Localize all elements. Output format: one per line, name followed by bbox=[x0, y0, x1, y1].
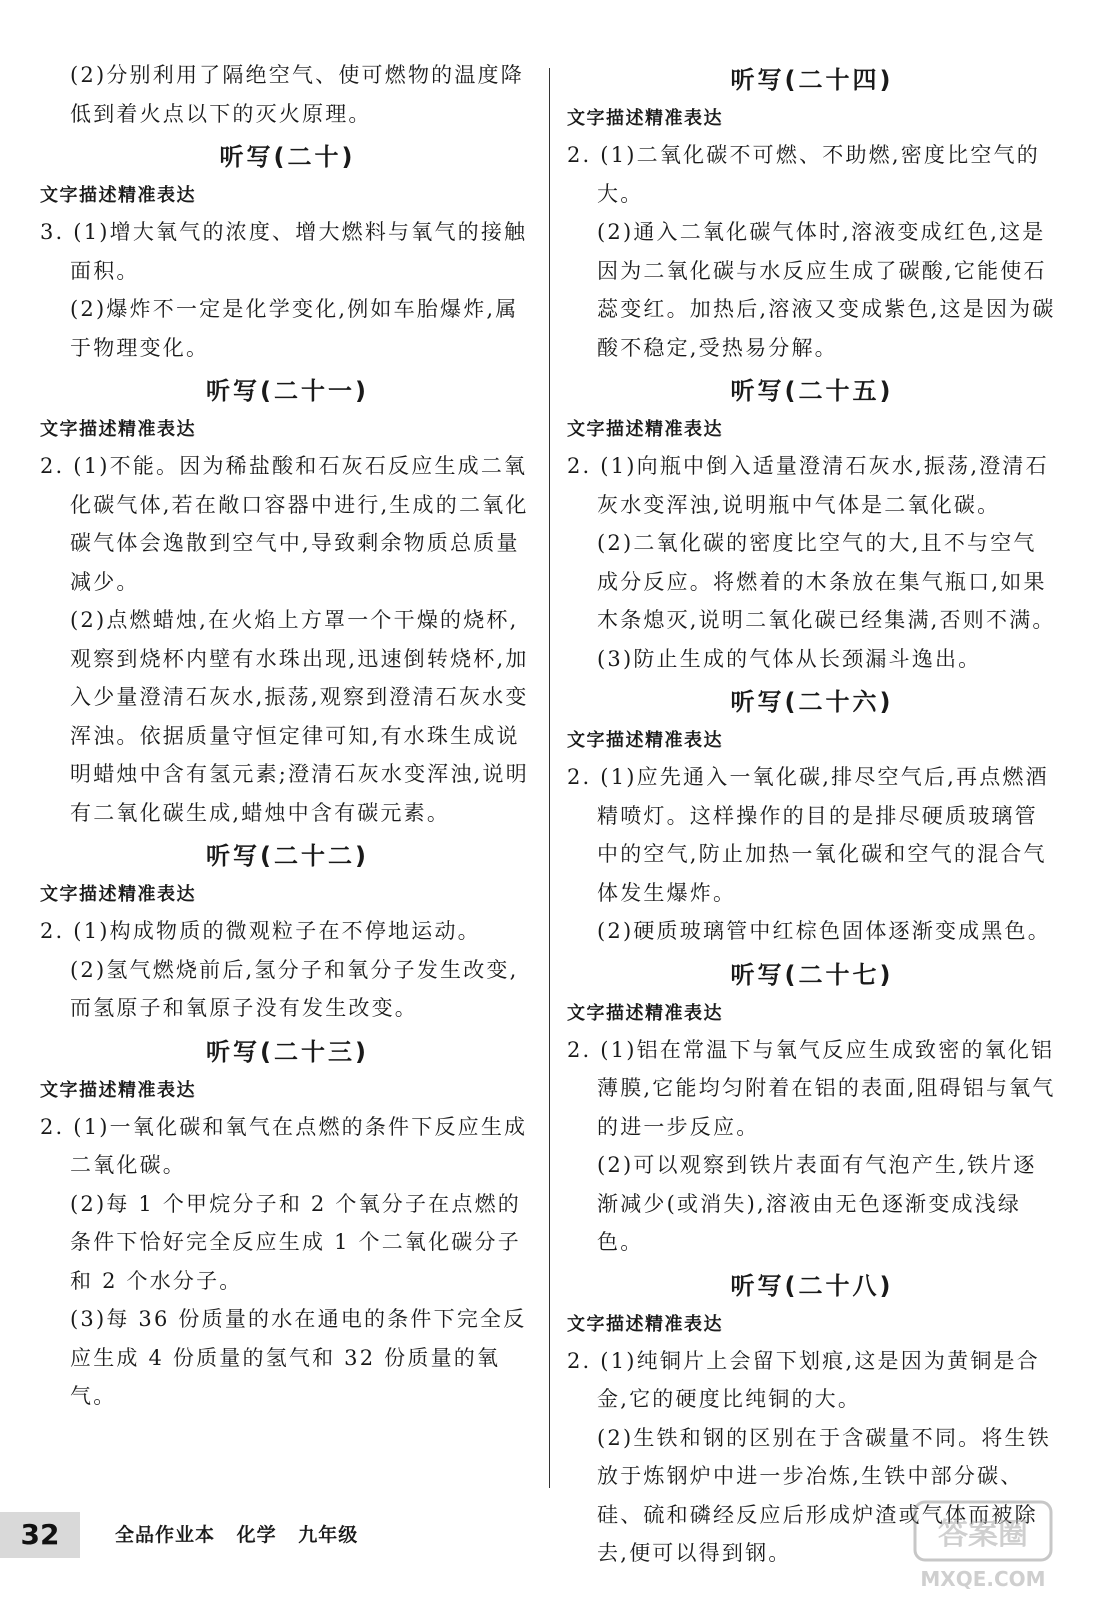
section-heading: 听写(二十) bbox=[219, 143, 356, 171]
page-number: 32 bbox=[0, 1512, 80, 1558]
section-subtitle: 文字描述精准表达 bbox=[567, 730, 723, 751]
right-column bbox=[567, 56, 1057, 1573]
answer-paragraph: 2. (1)纯铜片上会留下划痕,这是因为黄铜是合金,它的硬度比纯铜的大。 bbox=[567, 1348, 1040, 1411]
section-heading: 听写(二十一) bbox=[206, 377, 369, 405]
answer-paragraph: 2. (1)不能。因为稀盐酸和石灰石反应生成二氧化碳气体,若在敞口容器中进行,生成的二氧化碳气体会逸散到空气中,导致剩余物质总质量减少。 bbox=[40, 454, 529, 594]
answer-paragraph: (2)氢气燃烧前后,氢分子和氧分子发生改变,而氢原子和氧原子没有发生改变。 bbox=[70, 957, 519, 1020]
section-heading: 听写(二十八) bbox=[730, 1271, 894, 1300]
answer-paragraph: 2. (1)铝在常温下与氧气反应生成致密的氧化铝薄膜,它能均匀附着在铝的表面,阻碍铝与氧气的进一步反应。 bbox=[567, 1037, 1056, 1139]
answer-paragraph: 2. (1)构成物质的微观粒子在不停地运动。 bbox=[40, 919, 481, 943]
section-subtitle: 文字描述精准表达 bbox=[567, 419, 723, 440]
book-info bbox=[115, 1512, 372, 1558]
section-subtitle: 文字描述精准表达 bbox=[40, 1079, 196, 1101]
section-subtitle: 文字描述精准表达 bbox=[40, 884, 196, 905]
section-heading: 听写(二十三) bbox=[206, 1037, 369, 1066]
watermark-text: 答案圈 bbox=[938, 1517, 1028, 1552]
section-subtitle: 文字描述精准表达 bbox=[40, 185, 196, 206]
subject: 化学 bbox=[236, 1524, 277, 1546]
answer-paragraph: (2)二氧化碳的密度比空气的大,且不与空气成分反应。将燃着的木条放在集气瓶口,如果木条熄灭,说明二氧化碳已经集满,否则不满。 bbox=[597, 531, 1056, 632]
section-heading: 听写(二十五) bbox=[730, 377, 894, 405]
answer-paragraph: (2)分别利用了隔绝空气、使可燃物的温度降低到着火点以下的灭火原理。 bbox=[70, 63, 524, 126]
section-heading: 听写(二十四) bbox=[730, 66, 894, 94]
answer-paragraph: (2)可以观察到铁片表面有气泡产生,铁片逐渐减少(或消失),溶液由无色逐渐变成浅绿色。 bbox=[597, 1153, 1037, 1254]
answer-paragraph: (2)硬质玻璃管中红棕色固体逐渐变成黑色。 bbox=[597, 919, 1051, 943]
section-subtitle: 文字描述精准表达 bbox=[567, 1002, 723, 1024]
section-heading: 听写(二十二) bbox=[206, 842, 369, 870]
section-subtitle: 文字描述精准表达 bbox=[567, 1313, 723, 1335]
answer-paragraph: (2)通入二氧化碳气体时,溶液变成红色,这是因为二氧化碳与水反应生成了碳酸,它能使石蕊变红。加热后,溶液又变成紫色,这是因为碳酸不稳定,受热易分解。 bbox=[597, 220, 1056, 360]
answer-paragraph: 2. (1)一氧化碳和氧气在点燃的条件下反应生成二氧化碳。 bbox=[40, 1114, 528, 1177]
answer-paragraph: (2)每 1 个甲烷分子和 2 个氧分子在点燃的条件下恰好完全反应生成 1 个二氧化碳分子和 2 个水分子。 bbox=[70, 1191, 521, 1293]
answer-paragraph: 3. (1)增大氧气的浓度、增大燃料与氧气的接触面积。 bbox=[40, 220, 528, 283]
answer-paragraph: (2)爆炸不一定是化学变化,例如车胎爆炸,属于物理变化。 bbox=[70, 297, 519, 360]
answer-paragraph: (2)点燃蜡烛,在火焰上方罩一个干燥的烧杯,观察到烧杯内壁有水珠出现,迅速倒转烧杯,加入少量澄清石灰水,振荡,观察到澄清石灰水变浑浊。依据质量守恒定律可知,有水珠生成说明蜡烛中含有氢元素;澄清石灰水变浑浊,说明有二氧化碳生成,蜡烛中含有碳元素。 bbox=[70, 608, 529, 825]
grade: 九年级 bbox=[298, 1524, 359, 1546]
answer-paragraph: (3)每 36 份质量的水在通电的条件下完全反应生成 4 份质量的氢气和 32 份质量的氧气。 bbox=[70, 1307, 527, 1408]
watermark-logo bbox=[913, 1500, 1053, 1595]
answer-paragraph: (2)生铁和钢的区别在于含碳量不同。将生铁放于炼钢炉中进一步冶炼,生铁中部分碳、硅、硫和磷经反应后形成炉渣或气体而被除去,便可以得到钢。 bbox=[597, 1425, 1051, 1565]
section-heading: 听写(二十七) bbox=[730, 960, 894, 989]
left-column bbox=[40, 56, 535, 1416]
answer-paragraph: 2. (1)二氧化碳不可燃、不助燃,密度比空气的大。 bbox=[567, 143, 1040, 206]
book-title: 全品作业本 bbox=[115, 1524, 216, 1546]
answer-paragraph: (3)防止生成的气体从长颈漏斗逸出。 bbox=[597, 646, 982, 671]
answer-paragraph: 2. (1)应先通入一氧化碳,排尽空气后,再点燃酒精喷灯。这样操作的目的是排尽硬质玻璃管中的空气,防止加热一氧化碳和空气的混合气体发生爆炸。 bbox=[567, 765, 1049, 905]
section-subtitle: 文字描述精准表达 bbox=[567, 108, 723, 129]
section-subtitle: 文字描述精准表达 bbox=[40, 419, 196, 440]
watermark-url: MXQE.COM bbox=[920, 1567, 1046, 1591]
section-heading: 听写(二十六) bbox=[730, 688, 894, 716]
column-divider bbox=[549, 68, 550, 1488]
answer-paragraph: 2. (1)向瓶中倒入适量澄清石灰水,振荡,澄清石灰水变浑浊,说明瓶中气体是二氧化碳。 bbox=[567, 454, 1049, 517]
